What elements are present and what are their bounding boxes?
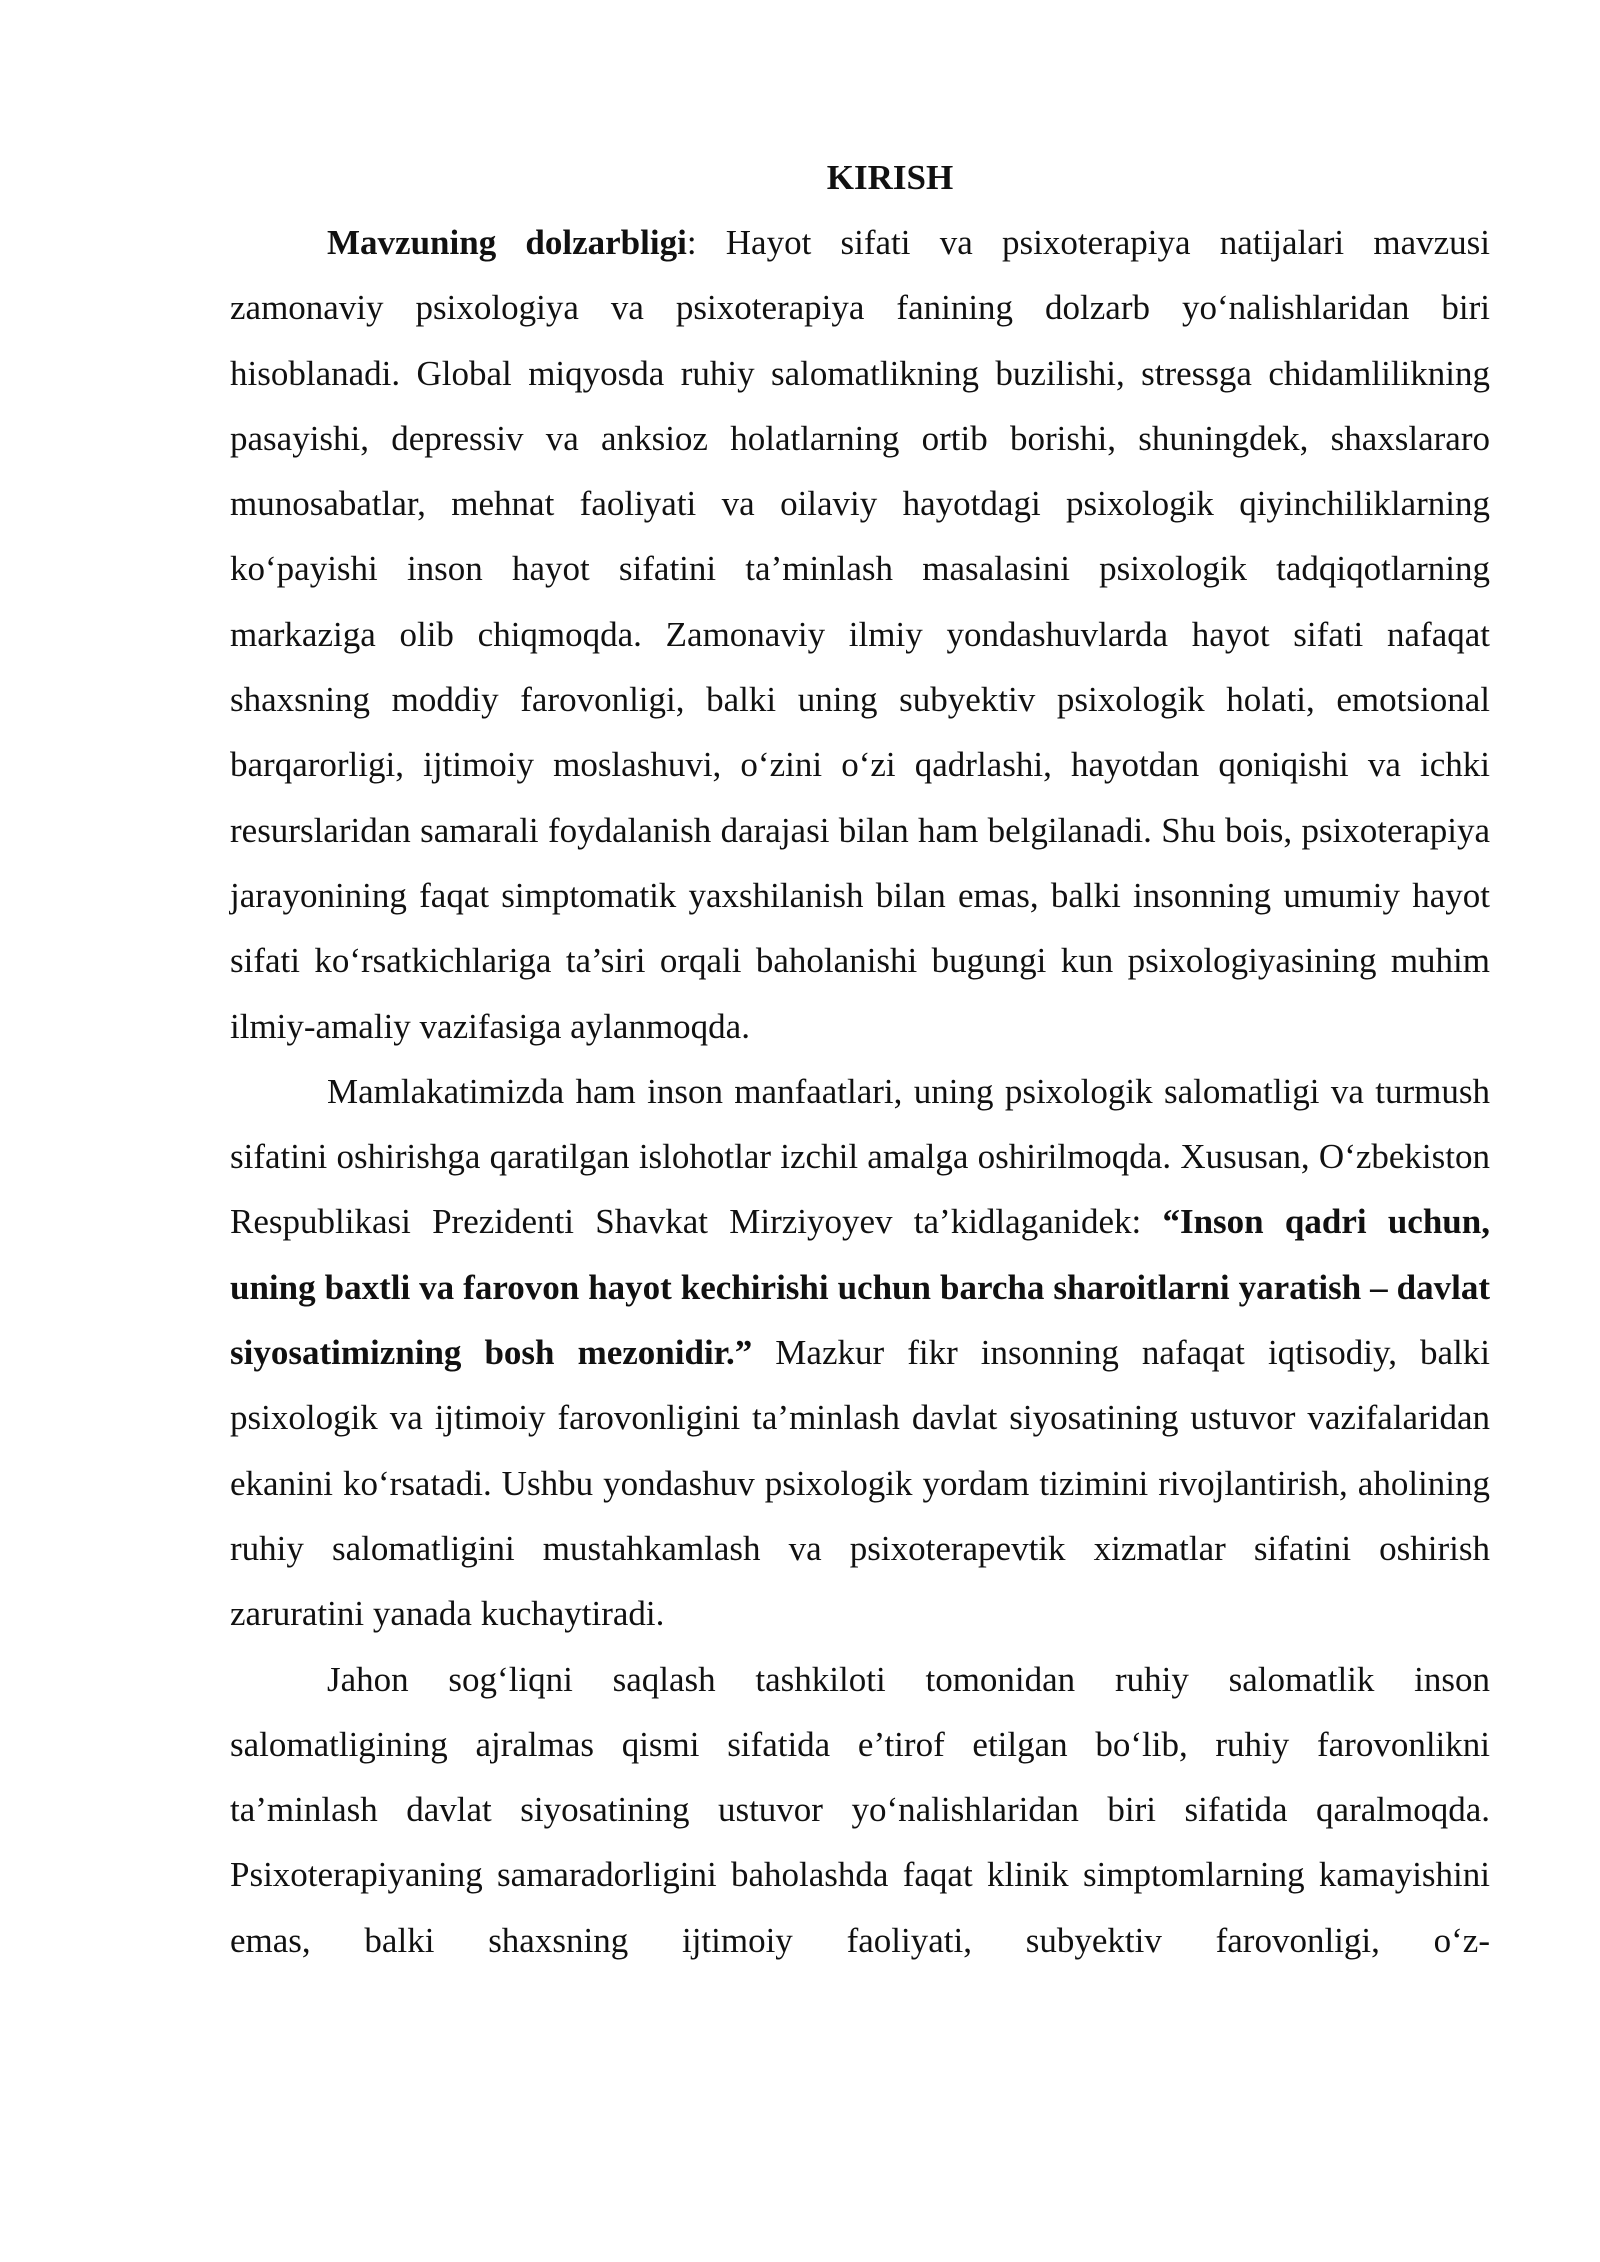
document-page xyxy=(230,145,1490,1973)
paragraph-national-policy xyxy=(230,1059,1490,1647)
paragraph-relevance xyxy=(230,210,1490,1059)
paragraph-text: Mazkur fikr insonning nafaqat iqtisodiy, balki psixologik va ijtimoiy farovonligini ta’minlash davlat siyosatining ustuvor vazifalaridan ekanini ko‘rsatadi. Ushbu yondashuv psixologik yordam tizimini rivojlantirish, aholining ruhiy salomatligini mustahkamlash va psixoterapevtik xizmatlar sifatini oshirish zaruratini yanada kuchaytiradi. xyxy=(230,1333,1490,1634)
paragraph-text: Jahon sog‘liqni saqlash tashkiloti tomonidan ruhiy salomatlik inson salomatligining ajralmas qismi sifatida e’tirof etilgan bo‘lib, ruhiy farovonlikni ta’minlash davlat siyosatining ustuvor yo‘nalishlaridan biri sifatida qaralmoqda. Psixoterapiyaning samaradorligini baholashda faqat klinik simptomlarning kamayishini emas, balki shaxsning ijtimoiy faoliyati, subyektiv farovonligi, o‘z- xyxy=(230,1659,1490,1960)
section-heading: KIRISH xyxy=(826,158,954,197)
president-quote: “Inson qadri uchun, uning baxtli va farovon hayot kechirishi uchun barcha sharoitlarni yaratish – davlat siyosatimizning bosh mezonidir.” xyxy=(230,1202,1490,1373)
paragraph-who xyxy=(230,1647,1490,1973)
paragraph-lead: Mavzuning dolzarbligi xyxy=(327,223,687,262)
paragraph-text: : Hayot sifati va psixoterapiya natijalari mavzusi zamonaviy psixologiya va psixoterapiya fanining dolzarb yo‘nalishlaridan biri hisoblanadi. Global miqyosda ruhiy salomatlikning buzilishi, stressga chidamlilikning pasayishi, depressiv va anksioz holatlarning ortib borishi, shuningdek, shaxslararo munosabatlar, mehnat faoliyati va oilaviy hayotdagi psixologik qiyinchiliklarning ko‘payishi inson hayot sifatini ta’minlash masalasini psixologik tadqiqotlarning markaziga olib chiqmoqda. Zamonaviy ilmiy yondashuvlarda hayot sifati nafaqat shaxsning moddiy farovonligi, balki uning subyektiv psixologik holati, emotsional barqarorligi, ijtimoiy moslashuvi, o‘zini o‘zi qadrlashi, hayotdan qoniqishi va ichki resurslaridan samarali foydalanish darajasi bilan ham belgilanadi. Shu bois, psixoterapiya jarayonining faqat simptomatik yaxshilanish bilan emas, balki insonning umumiy hayot sifati ko‘rsatkichlariga ta’siri orqali baholanishi bugungi kun psixologiyasining muhim ilmiy-amaliy vazifasiga aylanmoqda. xyxy=(230,223,1490,1046)
paragraph-text: Mamlakatimizda ham inson manfaatlari, uning psixologik salomatligi va turmush sifatini oshirishga qaratilgan islohotlar izchil amalga oshirilmoqda. Xususan, O‘zbekiston Respublikasi Prezidenti Shavkat Mirziyoyev ta’kidlaganidek: xyxy=(230,1071,1490,1242)
